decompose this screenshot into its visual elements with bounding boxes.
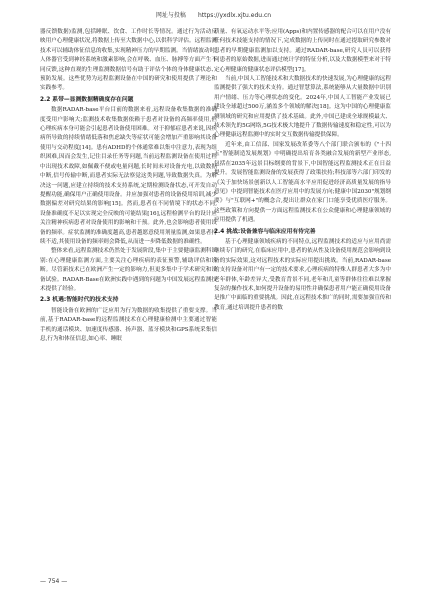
paragraph: 质量、有氧运动水平等;应用(Apps)和内置传感器的配合可以在用户没有任何技术技能支持的情况下,完成数据的上传同时在通过提取研究参数对患者的早期健康监测加以支持。通过RADAR-base,研究人员可以获得同患者的原始数据,进而通过统计学的特征分析,以及大数据模型来对于特定心理健康的健康状态评估模型[17]。: [214, 29, 391, 73]
left-column: [40, 28, 217, 344]
paragraph: 当前,中国人工智能技术和大数据技术的快速发展,为心理健康的远程监测提供了强大的技术支持。通过智慧算法,系统能够从大量数据中识别用户情绪、压力等心理状态的变化。2024年,中国人工智能产业发展已建设全球超过500万,涵盖多个领域的解决[18]。这为中国的心理健康监测领域的研究和应用提供了技术基础。此外,中国已建成全球规模最大、技术领先的5G网络,5G技术极大地提升了数据传输速度和稳定性,可以为心理健康远程监测中的实时交互数据传输提供保障。: [214, 76, 391, 139]
journal-website: https://yxdlx.xjtu.edu.cn: [197, 12, 272, 19]
paragraph: 整体来看,远程监测技术仍然处于发展阶段,集中于主要健康监测科识别:在心理健康监测方面,主要关注心理疾病的表征预警,辅助评估和诊断。尽管新技术已在欧洲产生一定的影响力,但更多集中于学术研究和设备试验。RADAR-Base在欧洲实践中遇到的问题为中国发展远程监测技术提供了经验。: [40, 248, 217, 292]
journal-name: 网址与投稿: [155, 12, 186, 19]
section-heading-2-4: 2.4 挑战:设备兼容与临床应用有待完善: [214, 228, 316, 235]
right-column: [214, 28, 391, 313]
paragraph: 数据RADAR-base平台目前的数据来看,远程设备收集数据的准确度受用户影响大;监测技术收集数据依赖于患者对设备的高频率使用,但心理疾病本身可能会引起患者设备使用困难。对于抑郁症患者来说,因疾病所导致的持续情绪低落和焦虑缺失等症状可能会增加产重影响其设备使用与交动程度[14]。患有ADHD的个体通常难以集中注意力,表现为组织困难,因而会发生,记住目录任务等问题,当前远程监测设备在使用过程中出现技术故障,如佩戴不便或电量问题,长时间未对设备充电,以致数据中断,信号传输中断,而患者实际无法察觉这类问题,导致数据失真。为解决这一问题,应建立持续的技术支持系统,定期检测设备状态,可开发自动提醒功能,确保用户正确使用设备。并应加强对患者的设备使用培训,减少数据偏差对研究结果的影响[15]。然而,患者在不同情境下的状态不同,设备准确度不足以实现完全反映的可能结果[16],远程检测平台的设计应关注精神疾病患者对设备使用的影响和干预。此外,也会影响患者使用设备的频率。症状监测的准确度越高,患者越愿意使用剂量监测,如果患者持续不适,其使用设备的频率则会降低,从而进一步降低数据的准确性。: [40, 107, 217, 245]
section-heading-2-3: 2.3 机遇:智能时代的技术支持: [40, 297, 119, 304]
running-header: [0, 10, 427, 19]
section-heading-2-2: 2.2 系带—显测数据精确度存在问题: [40, 96, 134, 103]
page-number: — 754 —: [40, 578, 68, 585]
paragraph: 器反馈数据)监测,包括睡眠、饮食、工作时长等情况。通过行为活动反映用户心理健康状况,将数据上传至大数据中心,以供科学评估。远程监测技术可以辅助体征信息的收集,实现精神压力的早期监测。当情绪波动时,人体器官受到神经系统和激素影响,会在呼吸、血压、脉搏等方面产生不同反馈,这种直观的生理监测数据信号有助于评估个体的身体健康状态、预防发展。这些优势为远程监测设备在中国的研究和使用提供了理论和实践参考。: [40, 29, 217, 92]
paragraph: 智能设备在欧洲的广泛应用为行为数据的收集提供了重要支撑。当前,基于RADAR-base的远程监测技术在心理健康检测中主要通过智能手机的通话模块、加速度传感器、扬声器、蓝牙模块和GPS系统采集信息,行为和体征信息,如心率、睡眠: [40, 307, 217, 342]
paragraph: 基于心理健康领域疾病的不同特点,远程监测技术的适应与应用尚需继续专门的研究,在临床应用中,患者的依从性及设备使用规范会影响到设备的实际效果,这对远程技术的实际应用提出挑战。当前,RADAR-base的支持设备对用户有一定的技术要求,心理疾病的特殊人群患者大多为中老年群体,年龄差异大,受教育背景不同,老年和儿童等群体往往难以掌握复杂的操作技术,如何提升设备的易用性并确保患者用户能正确使用设备是推广中面临的重要挑战。因此,在远程技术推广的同时,需要加强宣传和教育,通过培训提升患者的数: [214, 238, 391, 311]
paragraph: 近年来,由工信部、国家发展改革委等八个部门联合颁布的《"十四五"智能制造发展规划》中明确提出培育各类融合发展的新型产业形态,包括在2035年远景目标纲要的背景下,中国智能远程监测技术正在日益提升。发展智能监测设备的发展获得了政策扶持;科技部等六部门印发的《关于加快场景创新以人工智能高水平应用促进经济高质量发展的指导意见》中提到智能技术在医疗应用中的发展方向;健康中国2030"规划纲要》与"互联网+"的概念合,提出让群众在家门口能享受优质医疗服务。这些政策和方向提供一方面远程监测技术在公众健康和心理健康领域的应用提供了机遇。: [214, 141, 391, 224]
